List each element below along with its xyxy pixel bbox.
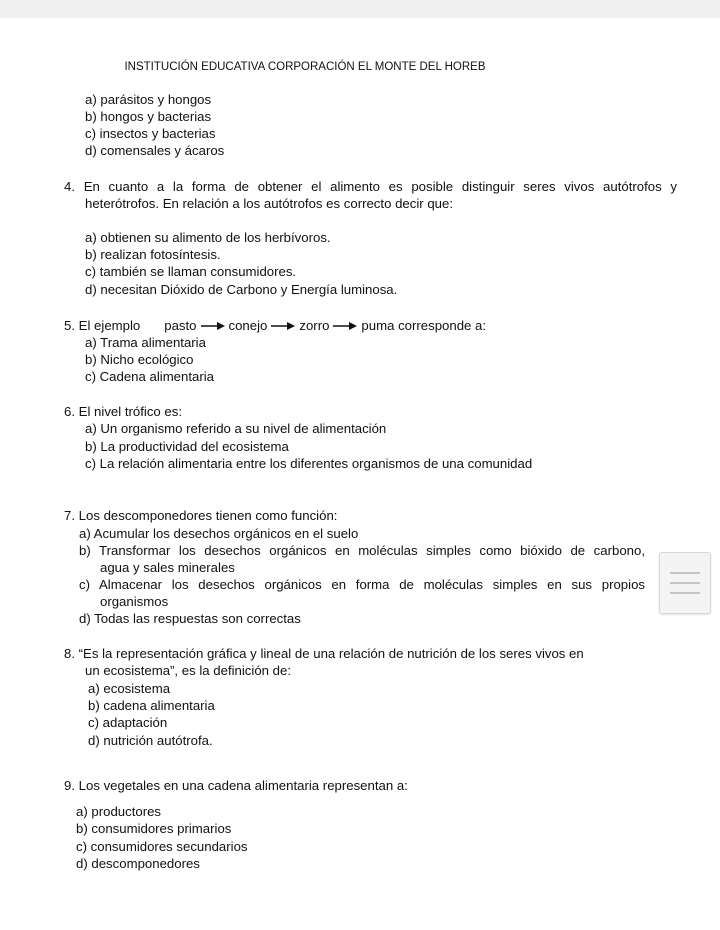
q5-stem: [64, 317, 486, 334]
q5-chain-zorro: zorro: [299, 318, 330, 333]
q4-stem-line-2: heterótrofos. En relación a los autótrofos es correcto decir que:: [85, 196, 453, 211]
q9-stem: 9. Los vegetales en una cadena alimentaria representan a:: [64, 778, 408, 793]
q7-option-a: a) Acumular los desechos orgánicos en el suelo: [79, 526, 359, 541]
institution-header: INSTITUCIÓN EDUCATIVA CORPORACIÓN EL MONTE DEL HOREB: [124, 61, 486, 73]
q7-option-b-line-1: b) Transformar los desechos orgánicos en moléculas simples como bióxido de carbono,: [79, 543, 645, 558]
q9-option-d: d) descomponedores: [76, 856, 200, 871]
q6-stem: 6. El nivel trófico es:: [64, 404, 183, 419]
q7-stem: 7. Los descomponedores tienen como función:: [64, 508, 338, 523]
q9-option-b: b) consumidores primarios: [76, 821, 232, 836]
menu-button[interactable]: [659, 552, 711, 614]
q8-option-c: c) adaptación: [88, 715, 168, 730]
q9-option-c: c) consumidores secundarios: [76, 839, 248, 854]
q8-stem-line-2: un ecosistema”, es la definición de:: [85, 663, 291, 678]
q9-option-a: a) productores: [76, 804, 162, 819]
q3-option-d: d) comensales y ácaros: [85, 143, 225, 158]
arrow-right-icon: [201, 321, 225, 331]
q5-chain-pasto: pasto: [164, 318, 197, 333]
q4-option-b: b) realizan fotosíntesis.: [85, 247, 221, 262]
q3-option-c: c) insectos y bacterias: [85, 126, 216, 141]
q6-option-b: b) La productividad del ecosistema: [85, 439, 289, 454]
q8-option-a: a) ecosistema: [88, 681, 171, 696]
q8-stem-line-1: 8. “Es la representación gráfica y lineal de una relación de nutrición de los seres vivos en: [64, 646, 584, 661]
q6-option-a: a) Un organismo referido a su nivel de alimentación: [85, 421, 387, 436]
q7-option-c-line-2: organismos: [100, 594, 169, 609]
q5-chain-conejo: conejo: [228, 318, 268, 333]
arrow-right-icon: [333, 321, 357, 331]
q7-option-c-line-1: c) Almacenar los desechos orgánicos en forma de moléculas simples en sus propios: [79, 577, 645, 592]
q7-option-d: d) Todas las respuestas son correctas: [79, 611, 301, 626]
q5-prefix: 5. El ejemplo: [64, 318, 141, 333]
q5-suffix: puma corresponde a:: [361, 318, 487, 333]
q6-option-c: c) La relación alimentaria entre los diferentes organismos de una comunidad: [85, 456, 533, 471]
q5-option-b: b) Nicho ecológico: [85, 352, 194, 367]
q3-option-b: b) hongos y bacterias: [85, 109, 212, 124]
q5-option-c: c) Cadena alimentaria: [85, 369, 215, 384]
q4-stem-line-1: 4. En cuanto a la forma de obtener el alimento es posible distinguir seres vivos autótrofos y: [64, 179, 677, 194]
q7-option-b-line-2: agua y sales minerales: [100, 560, 235, 575]
menu-lines-icon: [670, 572, 700, 594]
q5-option-a: a) Trama alimentaria: [85, 335, 206, 350]
q8-option-d: d) nutrición autótrofa.: [88, 733, 213, 748]
q8-option-b: b) cadena alimentaria: [88, 698, 215, 713]
top-bar: [0, 0, 720, 18]
q3-option-a: a) parásitos y hongos: [85, 92, 212, 107]
q4-option-a: a) obtienen su alimento de los herbívoros.: [85, 230, 331, 245]
arrow-right-icon: [271, 321, 295, 331]
q4-option-c: c) también se llaman consumidores.: [85, 264, 297, 279]
q4-option-d: d) necesitan Dióxido de Carbono y Energía luminosa.: [85, 282, 398, 297]
